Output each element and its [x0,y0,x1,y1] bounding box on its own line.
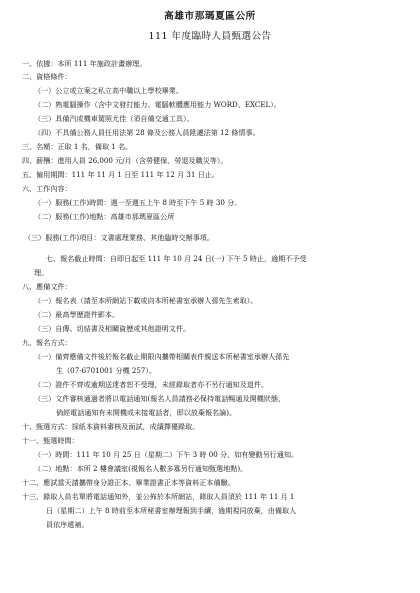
method-item-2: （二）證件不齊或逾期送達者恕不受理，未經錄取者亦不另行通知及退件。 [34,380,269,389]
document-item-2: （二）最高學歷證件影本。 [34,310,120,319]
qualifications-heading: 二、資格條件： [22,72,72,81]
salary-line: 四、薪酬：進用人員 26,000 元/月（含勞健保、勞退及職災等）。 [22,156,228,165]
admission-notice-cont-1: 日（星期二）上午 8 時前至本所秘書室辦理報到手續，逾期視同放棄，由備取人 [46,506,297,515]
basis-line: 一、依據：本所 111 年施政計畫辦理。 [22,59,147,68]
selection-time-heading: 十一、甄選時間： [22,436,79,445]
admission-notice: 十三、錄取人員名單將電話通知外，並公佈於本所網站，錄取人員須於 111 年 11 月 1 [22,492,295,501]
method-item-3-cont: 倘經電話通知有未開機或未接電話者，即以放棄報名論)。 [56,408,237,417]
admission-notice-cont-2: 員依序遞補。 [46,520,89,529]
office-name: 高雄市那瑪夏區公所 [164,11,256,22]
employment-period-line: 五、僱用期間：111 年 11 月 1 日至 111 年 12 月 31 日止。 [22,170,219,179]
selection-method-line: 十、甄選方式：採紙本資料審核及面試，成績擇優錄取。 [22,422,200,431]
qualification-item-4: （四）不具備公務人員任用法第 28 條及公務人員陞遷法第 12 條情事。 [34,128,260,137]
qualification-item-3: （三）具備汽或機車駕照尤佳（須自備交通工具）。 [34,114,194,123]
method-item-1-cont: 生（07-6701001 分機 257）。 [56,366,157,375]
document-item-3: （三）自傳、切結書及相關資歷或其他證明文件。 [34,324,191,333]
announcement-title: 111 年度臨時人員甄選公告 [148,31,272,42]
qualification-item-2: （二）熟電腦操作（含中文發打能力、電腦軟體應用能力 WORD、EXCEL）。 [34,100,281,109]
exam-day-note: 十二、應試當天請攜帶身分證正本、畢業證書正本等資料正本備驗。 [22,478,235,487]
documents-heading: 八、應備文件： [22,282,72,291]
selection-time-item-1: （一）時間：111 年 10 月 25 日（星期二）下午 3 時 00 分，如有變動另行通知。 [34,450,299,459]
document-item-1: （一）報名表（請至本所網站下載或向本所秘書室承辦人孫先生索取）。 [34,296,258,305]
job-content-item-3: （三）服務(工作)項目：文書處理業務、其他臨時交辦事項。 [24,233,214,242]
qualification-item-1: （一）公立或立案之私立高中職以上學校畢業。 [34,86,183,95]
quota-line: 三、名額：正取 1 名，備取 1 名。 [22,142,133,151]
method-item-3: （三）文件審核通過者將以電話通知(報名人員請務必保持電話暢通及開機狀態， [34,394,286,403]
selection-time-item-2: （二）地點：本所 2 樓會議室(視報名人數多寡另行通知甄選地點)。 [34,464,248,473]
method-item-1: （一）備齊應備文件後於報名截止期限內攜帶相關表件親送本所秘書室承辦人孫先 [34,352,290,361]
deadline-line-cont: 理。 [34,268,49,277]
job-content-item-2: （二）服務(工作)地點：高雄市那瑪夏區公所 [34,212,175,221]
deadline-line: 七、報名截止時間：自即日起至 111 年 10 月 24 日(一) 下午 5 時止，逾期不予受 [46,254,307,263]
application-method-heading: 九、報名方式： [22,338,72,347]
job-content-heading: 六、工作內容： [22,184,72,193]
job-content-item-1: （一）服務(工作)時間：週一至週五上午 8 時至下午 5 時 30 分。 [34,198,242,207]
